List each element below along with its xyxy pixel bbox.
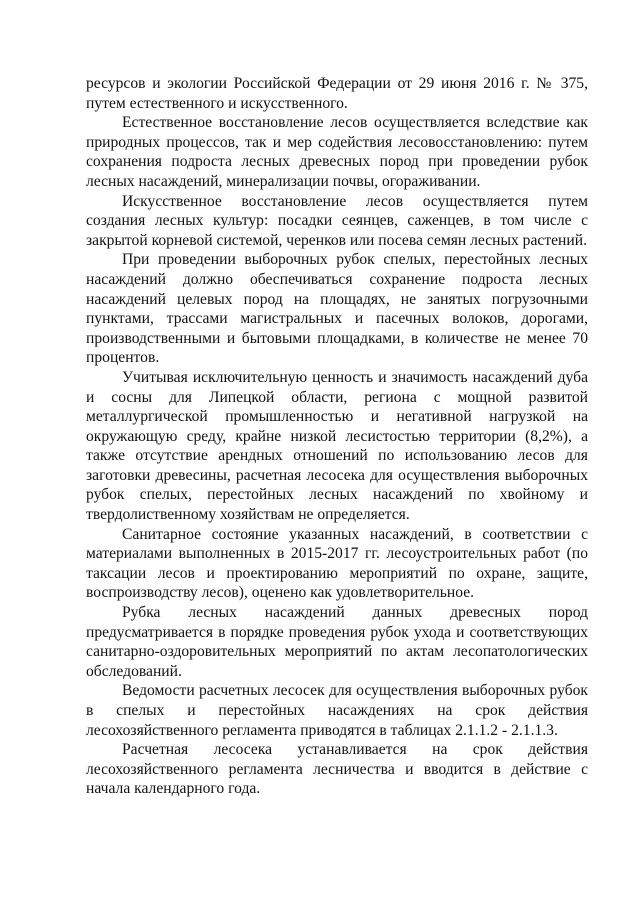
paragraph-artificial-restoration: Искусственное восстановление лесов осуществляется путем создания лесных культур: посадки сеянцев, саженцев, в том числе с закрытой корневой системой, черенков или посева семян лесных растений. [86,192,588,249]
paragraph-sanitary-state: Санитарное состояние указанных насаждений, в соответствии с материалами выполненных в 2015-2017 гг. лесоустроительных работ (по таксации лесов и проектированию мероприятий по охране, защите, воспроизводству лесов), оценено как удовлетворительное. [86,525,588,602]
paragraph-cutting-provision: Рубка лесных насаждений данных древесных пород предусматривается в порядке проведения рубок ухода и соответствующих санитарно-оздоровительных мероприятий по актам лесопатологических обследований. [86,604,588,680]
paragraph-selective-cutting: При проведении выборочных рубок спелых, перестойных лесных насаждений должно обеспечиваться сохранение подроста лесных насаждений целевых пород на площадях, не занятых погрузочными пунктами, трассами магистральных и пасечных волоков, дорогами, производственными и бытовыми площадками, в количестве не менее 70 процентов. [86,251,588,367]
paragraph-cutting-statements: Ведомости расчетных лесосек для осуществления выборочных рубок в спелых и перестойных насаждениях на срок действия лесохозяйственного регламента приводятся в таблицах 2.1.1.2 - 2.1.1.3. [86,682,588,739]
paragraph-continuation: ресурсов и экологии Российской Федерации от 29 июня 2016 г. № 375, путем естественного и искусственного. [86,75,588,112]
paragraph-estimated-cutting: Расчетная лесосека устанавливается на срок действия лесохозяйственного регламента лесничества и вводится в действие с начала календарного года. [86,741,588,798]
document-page [86,74,588,799]
paragraph-oak-pine-value: Учитывая исключительную ценность и значимость насаждений дуба и сосны для Липецкой области, региона с мощной развитой металлургической промышленностью и негативной нагрузкой на окружающую среду, крайне низкой лесистостью территории (8,2%), а также отсутствие арендных отношений по использованию лесов для заготовки древесины, расчетная лесосека для осуществления выборочных рубок спелых, перестойных лесных насаждений по хвойному и твердолиственному хозяйствам не определяется. [86,368,588,524]
paragraph-natural-restoration: Естественное восстановление лесов осуществляется вследствие как природных процессов, так и мер содействия лесовосстановлению: путем сохранения подроста лесных древесных пород при проведении рубок лесных насаждений, минерализации почвы, огораживании. [86,114,588,190]
